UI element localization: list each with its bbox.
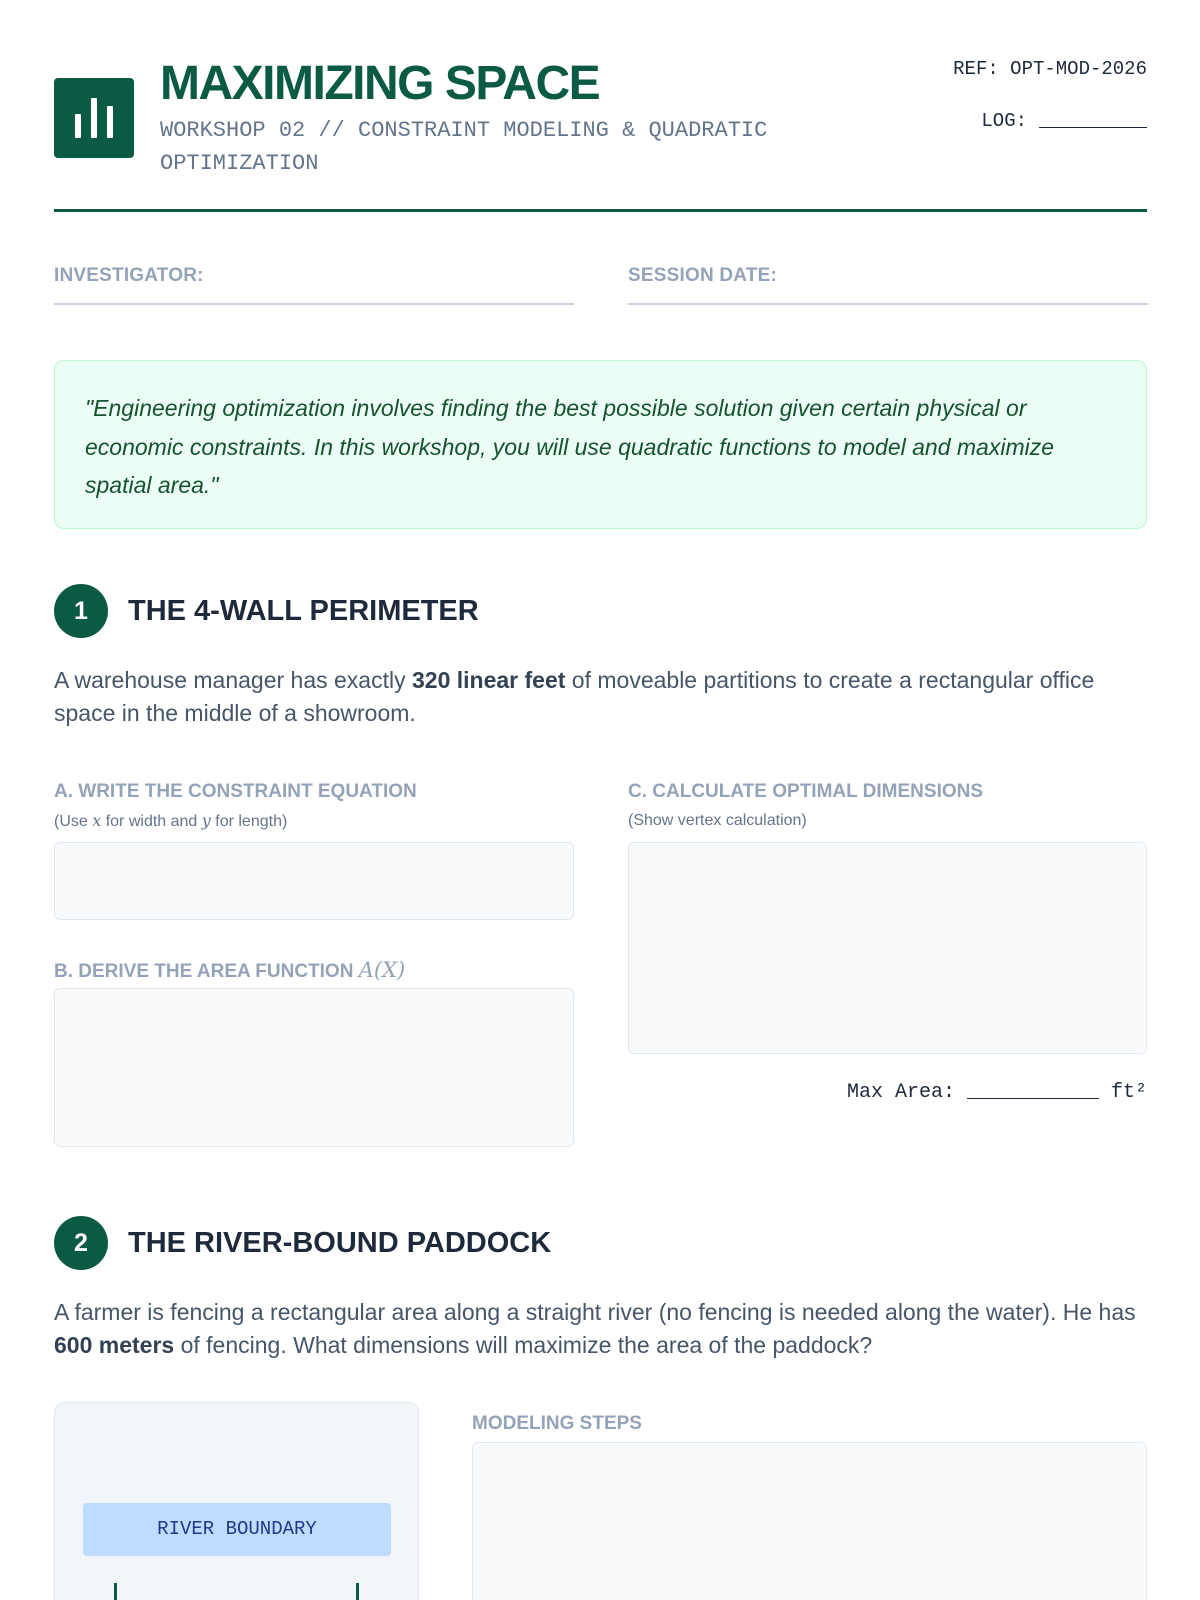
section-1-description: A warehouse manager has exactly 320 linear feet of moveable partitions to create a rectangular office space in the middle of a showroom. bbox=[54, 667, 1095, 726]
section-1-header bbox=[54, 584, 654, 638]
max-area-label: Max Area: bbox=[846, 1081, 955, 1104]
reference-code: REF: OPT-MOD-2026 bbox=[953, 58, 1147, 80]
part-b-answer-box[interactable] bbox=[54, 988, 574, 1147]
section-2-description: A farmer is fencing a rectangular area along a straight river (no fencing is needed along the water). He has 600 meters of fencing. What dimensions will maximize the area of the paddock? bbox=[54, 1299, 1136, 1358]
fence-left-side bbox=[114, 1583, 117, 1600]
page-title: MAXIMIZING SPACE bbox=[160, 57, 600, 110]
fence-right-side bbox=[356, 1583, 359, 1600]
max-area-blank[interactable] bbox=[967, 1081, 1099, 1099]
investigator-field[interactable] bbox=[54, 265, 574, 305]
session-date-field[interactable] bbox=[628, 265, 1148, 305]
intro-quote-box bbox=[54, 360, 1147, 529]
modeling-steps-label: MODELING STEPS bbox=[472, 1413, 642, 1434]
part-b-label: B. DERIVE THE AREA FUNCTION A(X) bbox=[54, 958, 406, 982]
part-a-answer-box[interactable] bbox=[54, 842, 574, 920]
section-number-badge: 2 bbox=[54, 1216, 108, 1270]
river-boundary: RIVER BOUNDARY bbox=[83, 1503, 391, 1556]
section-title: THE RIVER-BOUND PADDOCK bbox=[128, 1227, 552, 1259]
bar-chart-icon bbox=[54, 78, 134, 158]
modeling-steps-answer-box[interactable] bbox=[472, 1442, 1147, 1600]
intro-quote: "Engineering optimization involves finding the best possible solution given certain physical or economic constraints. In this workshop, you will use quadratic functions to model and maximize spatial area." bbox=[85, 395, 1055, 498]
section-2-header bbox=[54, 1216, 754, 1270]
worksheet-header bbox=[54, 56, 1147, 212]
part-a-label: A. WRITE THE CONSTRAINT EQUATION bbox=[54, 781, 417, 802]
part-c-label: C. CALCULATE OPTIMAL DIMENSIONS bbox=[628, 781, 984, 802]
max-area-unit: ft² bbox=[1110, 1081, 1147, 1104]
max-area-field bbox=[847, 1080, 1147, 1106]
section-number-badge: 1 bbox=[54, 584, 108, 638]
part-a-hint: (Use x for width and y for length) bbox=[54, 811, 288, 830]
log-field bbox=[981, 108, 1147, 134]
page-subtitle: WORKSHOP 02 // CONSTRAINT MODELING & QUADRATIC OPTIMIZATION bbox=[160, 118, 768, 176]
log-blank[interactable] bbox=[1039, 110, 1147, 128]
log-label: LOG: bbox=[981, 110, 1027, 132]
section-title: THE 4-WALL PERIMETER bbox=[128, 595, 479, 627]
paddock-diagram bbox=[54, 1402, 419, 1600]
part-c-hint: (Show vertex calculation) bbox=[628, 812, 807, 829]
part-c-answer-box[interactable] bbox=[628, 842, 1147, 1054]
investigator-label: INVESTIGATOR: bbox=[54, 265, 204, 286]
session-date-label: SESSION DATE: bbox=[628, 265, 777, 286]
